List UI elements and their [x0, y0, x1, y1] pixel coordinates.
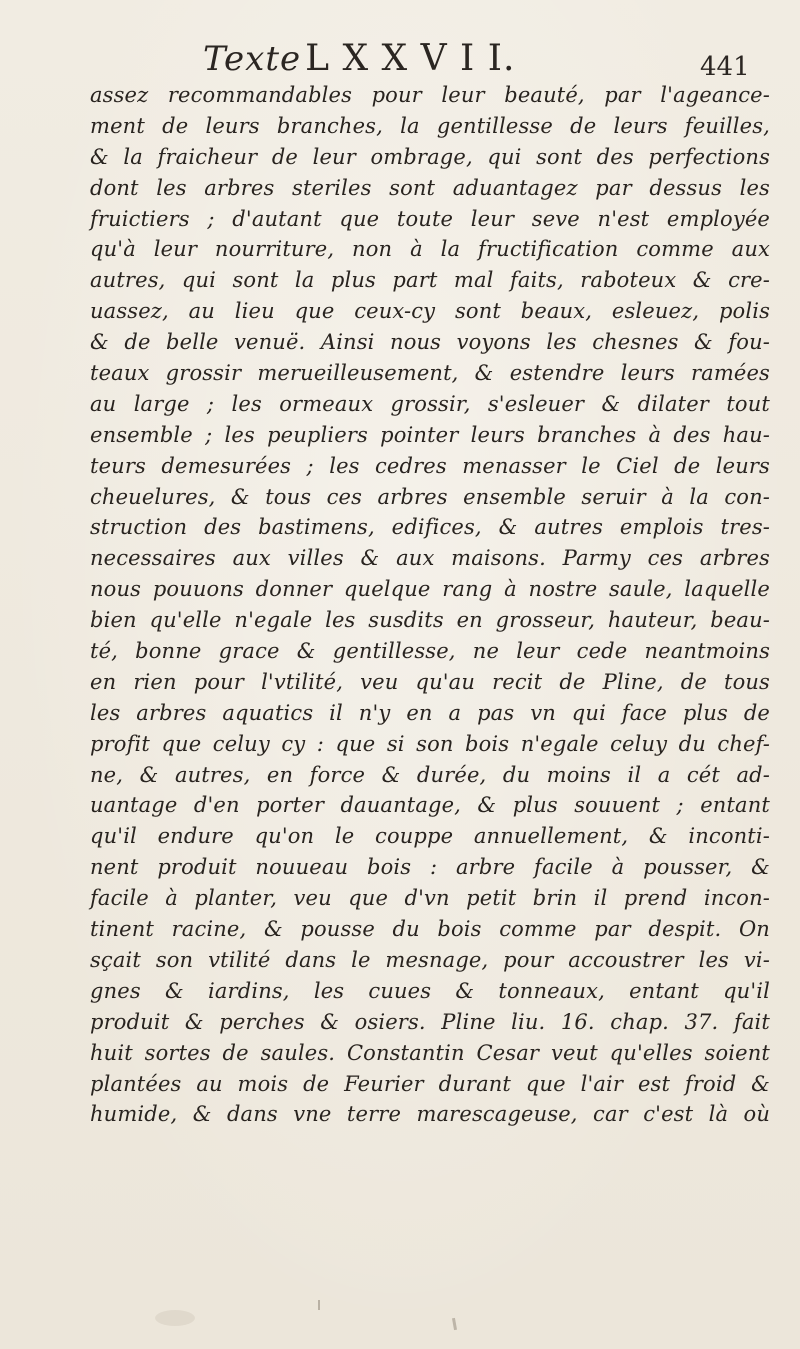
text-line-22: profit que celuy cy : que si son bois n'egale celuy du chef- [90, 731, 770, 756]
text-line-28: tinent racine, & pousse du bois comme par despit. On [90, 917, 770, 942]
paper-mark [318, 1300, 320, 1310]
text-line-19: té, bonne grace & gentillesse, ne leur cede neantmoins [90, 639, 770, 664]
text-line-15: struction des bastimens, edifices, & autres emplois tres- [90, 515, 770, 540]
running-title-number: L X X V I I. [305, 38, 516, 79]
body-text [90, 80, 770, 1130]
running-title-word: Texte [203, 39, 302, 79]
text-line-6: qu'à leur nourriture, non à la fructification comme aux [90, 237, 770, 262]
text-line-24: uantage d'en porter dauantage, & plus souuent ; entant [90, 793, 770, 818]
text-line-21: les arbres aquatics il n'y en a pas vn qui face plus de [90, 700, 770, 725]
text-line-33: plantées au mois de Feurier durant que l'air est froid & [90, 1071, 770, 1096]
text-line-4: dont les arbres steriles sont aduantagez par dessus les [90, 175, 770, 200]
text-line-31: produit & perches & osiers. Pline liu. 16. chap. 37. fait [90, 1009, 770, 1034]
text-line-30: gnes & iardins, les cuues & tonneaux, entant qu'il [90, 978, 770, 1003]
text-line-12: ensemble ; les peupliers pointer leurs branches à des hau- [90, 422, 770, 447]
text-line-20: en rien pour l'vtilité, veu qu'au recit de Pline, de tous [90, 669, 770, 694]
text-line-10: teaux grossir merueilleusement, & estendre leurs ramées [90, 361, 770, 386]
text-line-7: autres, qui sont la plus part mal faits, raboteux & cre- [90, 268, 770, 293]
text-line-18: bien qu'elle n'egale les susdits en grosseur, hauteur, beau- [90, 608, 770, 633]
page-number: 441 [700, 52, 750, 82]
text-line-2: ment de leurs branches, la gentillesse de leurs feuilles, [90, 113, 770, 138]
text-line-5: fruictiers ; d'autant que toute leur seve n'est employée [90, 206, 770, 231]
text-line-29: sçait son vtilité dans le mesnage, pour accoustrer les vi- [90, 947, 770, 972]
text-line-8: uassez, au lieu que ceux-cy sont beaux, esleuez, polis [90, 299, 770, 324]
text-line-13: teurs demesurées ; les cedres menasser le Ciel de leurs [90, 453, 770, 478]
text-line-25: qu'il endure qu'on le couppe annuellement, & inconti- [90, 824, 770, 849]
text-line-27: facile à planter, veu que d'vn petit brin il prend incon- [90, 886, 770, 911]
text-line-32: huit sortes de saules. Constantin Cesar veut qu'elles soient [90, 1040, 770, 1065]
paper-smudge [155, 1310, 195, 1326]
text-line-26: nent produit nouueau bois : arbre facile à pousser, & [90, 855, 770, 880]
running-title [203, 38, 515, 79]
text-line-17: nous pouuons donner quelque rang à nostre saule, laquelle [90, 577, 770, 602]
paper-mark-2 [452, 1318, 457, 1330]
text-line-11: au large ; les ormeaux grossir, s'esleuer & dilater tout [90, 391, 770, 416]
text-line-9: & de belle venuë. Ainsi nous voyons les chesnes & fou- [90, 330, 770, 355]
text-line-16: necessaires aux villes & aux maisons. Parmy ces arbres [90, 546, 770, 571]
text-line-1: assez recommandables pour leur beauté, par l'ageance- [90, 83, 770, 107]
text-line-34: humide, & dans vne terre marescageuse, car c'est là où [90, 1102, 770, 1127]
text-line-14: cheuelures, & tous ces arbres ensemble seruir à la con- [90, 484, 770, 509]
text-line-23: ne, & autres, en force & durée, du moins il a cét ad- [90, 762, 770, 787]
text-line-3: & la fraicheur de leur ombrage, qui sont des perfections [90, 144, 770, 169]
